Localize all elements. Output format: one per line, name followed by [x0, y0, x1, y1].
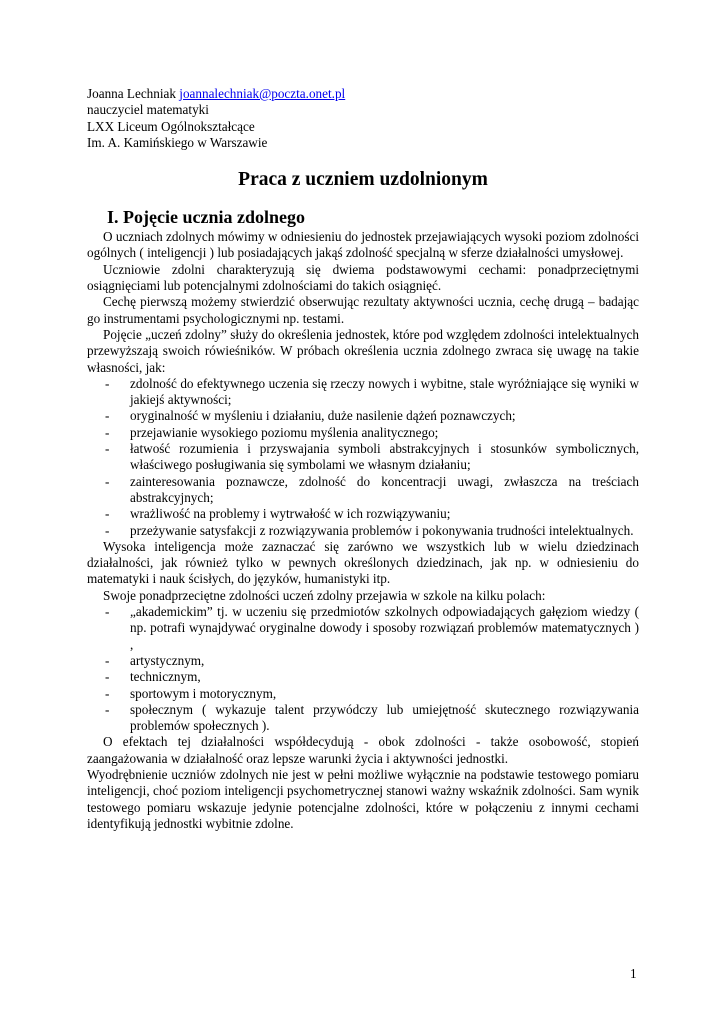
section-heading: I. Pojęcie ucznia zdolnego — [107, 207, 305, 228]
document-page — [87, 86, 639, 832]
paragraph: Cechę pierwszą możemy stwierdzić obserwując rezultaty aktywności ucznia, cechę drugą – badając go instrumentami psychologicznymi np. testami. — [87, 294, 639, 326]
author-role: nauczyciel matematyki — [87, 102, 209, 118]
school-name: LXX Liceum Ogólnokształcące — [87, 118, 255, 134]
school-patron: Im. A. Kamińskiego w Warszawie — [87, 134, 268, 150]
fields-list — [87, 604, 639, 734]
author-name: Joanna Lechniak — [87, 86, 176, 101]
list-item: - wrażliwość na problemy i wytrwałość w ich rozwiązywaniu; — [130, 506, 639, 522]
paragraph: Pojęcie „uczeń zdolny” służy do określenia jednostek, które pod względem zdolności intelektualnych przewyższają swoich rówieśników. W próbach określenia ucznia zdolnego zwraca się uwagę na takie własności, jak: — [87, 326, 639, 375]
list-item: - zdolność do efektywnego uczenia się rzeczy nowych i wybitne, stale wyróżniające się wyniki w jakiejś aktywności; — [130, 376, 639, 409]
list-item: - oryginalność w myśleniu i działaniu, duże nasilenie dążeń poznawczych; — [130, 408, 639, 424]
page-number: 1 — [630, 966, 637, 981]
list-item: - przeżywanie satysfakcji z rozwiązywania problemów i pokonywania trudności intelektualnych. — [130, 523, 639, 539]
list-item: - sportowym i motorycznym, — [130, 686, 639, 702]
paragraph: Wysoka inteligencja może zaznaczać się zarówno we wszystkich lub w wielu dziedzinach działalności, jak również tylko w pewnych określonych dziedzinach, jak np. w odniesieniu do matematyki i nauk ścisłych, do języków, humanistyki itp. — [87, 538, 639, 587]
author-header — [87, 86, 639, 151]
paragraph: O efektach tej działalności współdecydują - obok zdolności - także osobowość, stopień zaangażowania w działalność oraz lepsze warunki życia i aktywności jednostki. — [87, 734, 639, 766]
list-item: - technicznym, — [130, 669, 639, 685]
paragraph: Swoje ponadprzeciętne zdolności uczeń zdolny przejawia w szkole na kilku polach: — [103, 587, 546, 603]
paragraph: Wyodrębnienie uczniów zdolnych nie jest w pełni możliwe wyłącznie na podstawie testowego pomiaru inteligencji, choć poziom inteligencji psychometrycznej stanowi ważny wskaźnik zdolności. Sam wynik testowego pomiaru wskazuje jedynie potencjalne zdolności, które w połączeniu z innymi cechami identyfikują jednostki wybitnie zdolne. — [87, 766, 639, 831]
email-link[interactable]: joannalechniak@poczta.onet.pl — [179, 86, 346, 101]
paragraph: O uczniach zdolnych mówimy w odniesieniu do jednostek przejawiających wysoki poziom zdolności ogólnych ( inteligencji ) lub posiadających jakąś zdolność specjalną w sferze działalności umysłowej. — [87, 229, 639, 261]
list-item: - społecznym ( wykazuje talent przywódczy lub umiejętność skutecznego rozwiązywania problemów społecznych ). — [130, 702, 639, 735]
list-item: - łatwość rozumienia i przyswajania symboli abstrakcyjnych i stosunków symbolicznych, właściwego posługiwania się symbolami we własnym działaniu; — [130, 441, 639, 474]
list-item: - artystycznym, — [130, 653, 639, 669]
author-line — [87, 86, 639, 102]
document-title: Praca z uczniem uzdolnionym — [238, 169, 488, 191]
traits-list — [87, 376, 639, 539]
paragraph: Uczniowie zdolni charakteryzują się dwiema podstawowymi cechami: ponadprzeciętnymi osiągnięciami lub potencjalnymi zdolnościami do takich osiągnięć. — [87, 261, 639, 294]
list-item: - „akademickim” tj. w uczeniu się przedmiotów szkolnych odpowiadających gałęziom wiedzy ( np. potrafi wynajdywać oryginalne dowody i sposoby rozwiązań problemów matematycznych ) , — [130, 604, 639, 653]
list-item: - zainteresowania poznawcze, zdolność do koncentracji uwagi, zwłaszcza na treściach abstrakcyjnych; — [130, 474, 639, 507]
list-item: - przejawianie wysokiego poziomu myślenia analitycznego; — [130, 425, 639, 441]
